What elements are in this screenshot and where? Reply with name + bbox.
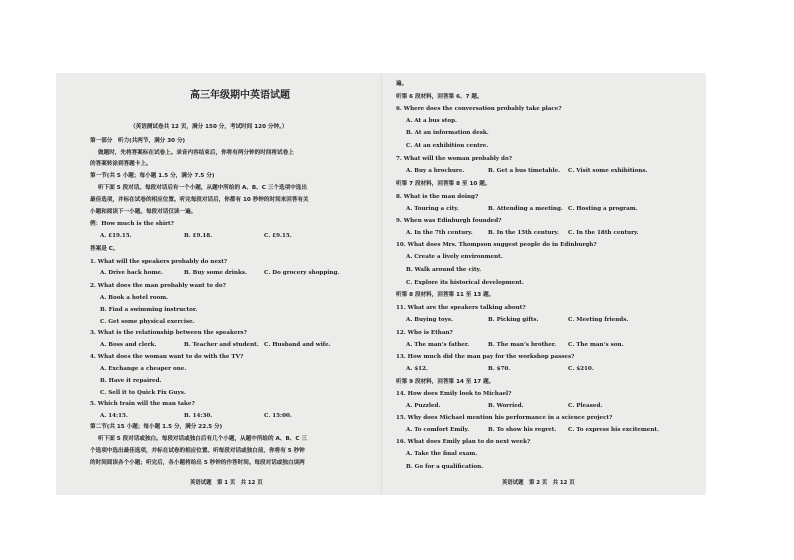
- option-b: B. Buy some drinks.: [184, 270, 247, 276]
- instruction-line: 个选项中选出最佳选项，并标在试卷的相应位置。听每段对话或独白前，你将有 5 秒钟: [90, 448, 305, 454]
- part-1-heading: 第一部分 听力(共两节，满分 30 分): [90, 138, 186, 144]
- example-question: 例：How much is the shirt?: [90, 221, 174, 227]
- option-a: A. 14:15.: [100, 413, 128, 419]
- option-c: C. Get some physical exercise.: [100, 319, 195, 325]
- option-a: A. Book a hotel room.: [100, 295, 169, 301]
- page-footer: 英语试题 第 2 页 共 12 页: [502, 480, 575, 486]
- example-answer: 答案是 C。: [90, 246, 119, 252]
- question-5: 5. Which train will the man take?: [90, 401, 195, 407]
- option-b: B. $70.: [488, 366, 511, 372]
- question-13: 13. How much did the man pay for the workshop passes?: [396, 354, 575, 360]
- option-b: B. Teacher and student.: [184, 342, 259, 348]
- question-14-options: [406, 404, 602, 410]
- question-8: 8. What is the man doing?: [396, 194, 479, 200]
- question-13-options: [406, 367, 594, 373]
- question-7-options: [406, 169, 647, 175]
- instruction-line: 听下面 5 段对话或独白。每段对话或独白后有几个小题，从题中所给的 A、B、C 三: [98, 436, 307, 442]
- option-b: B. Picking gifts.: [488, 317, 539, 323]
- option-c: C. Husband and wife.: [264, 342, 331, 348]
- question-15: 15. Why does Michael mention his performance in a science project?: [396, 415, 613, 421]
- question-2: 2. What does the man probably want to do?: [90, 283, 226, 289]
- option-a: A. To comfort Emily.: [406, 427, 470, 433]
- page-footer: 英语试题 第 1 页 共 12 页: [190, 480, 263, 486]
- option-b: B. Go for a qualification.: [406, 464, 484, 470]
- question-12: 12. Who is Ethan?: [396, 330, 453, 336]
- section-2-heading: 第二节(共 15 小题；每小题 1.5 分，满分 22.5 分): [90, 424, 223, 430]
- option-c: C. Do grocery shopping.: [264, 270, 340, 276]
- option-b: B. 14:30.: [184, 413, 213, 419]
- track-heading: 听第 9 段材料，回答第 14 至 17 题。: [396, 379, 495, 385]
- option-a: A. $12.: [406, 366, 428, 372]
- option-c: C. Visit some exhibitions.: [568, 168, 648, 174]
- instruction-line: 小题和阅读下一小题。每段对话仅读一遍。: [90, 209, 197, 215]
- option-b: B. Attending a meeting.: [488, 206, 563, 212]
- question-3: 3. What is the relationship between the speakers?: [90, 330, 247, 336]
- instruction-line: 做题时，先将答案标在试卷上。录音内容结束后，你将有两分钟的时间将试卷上: [98, 150, 294, 156]
- option-b: B. At an information desk.: [406, 130, 489, 136]
- option-a: A. Drive back home.: [100, 270, 163, 276]
- option-a: A. At a bus stop.: [406, 118, 457, 124]
- option-a: A. Touring a city.: [406, 206, 459, 212]
- option-b: B. Find a swimming instructor.: [100, 307, 198, 313]
- option-a: A. Create a lively environment.: [406, 254, 503, 260]
- question-12-options: [406, 343, 624, 349]
- question-14: 14. How does Emily look to Michael?: [396, 391, 512, 397]
- option-b: B. Get a bus timetable.: [488, 168, 561, 174]
- track-heading: 听第 8 段材料，回答第 11 至 13 题。: [396, 292, 495, 298]
- continued-text: 遍。: [396, 81, 408, 87]
- question-8-options: [406, 207, 638, 213]
- exam-title: 高三年级期中英语试题: [190, 90, 290, 101]
- question-5-options: [100, 414, 292, 420]
- question-9: 9. When was Edinburgh founded?: [396, 218, 502, 224]
- question-11-options: [406, 318, 628, 324]
- option-a: A. The man’s father.: [406, 342, 470, 348]
- page-1: [56, 73, 382, 495]
- question-6: 6. Where does the conversation probably take place?: [396, 106, 562, 112]
- option-b: B. The man’s brother.: [488, 342, 557, 348]
- option-a: A. Puzzled.: [406, 403, 441, 409]
- option-a: A. Buying toys.: [406, 317, 453, 323]
- option-c: C. The man’s son.: [568, 342, 624, 348]
- option-c: C. Pleased.: [568, 403, 603, 409]
- option-c: C. Sell it to Quick Fix Guys.: [100, 390, 186, 396]
- option-a: A. In the 7th century.: [406, 230, 473, 236]
- option-a: A. £19.15.: [100, 233, 132, 239]
- question-15-options: [406, 428, 659, 434]
- option-b: B. Worried.: [488, 403, 524, 409]
- option-b: B. Walk around the city.: [406, 267, 482, 273]
- option-c: C. Hosting a program.: [568, 206, 638, 212]
- option-a: A. Boss and clerk.: [100, 342, 157, 348]
- track-heading: 听第 7 段材料，回答第 8 至 10 题。: [396, 181, 491, 187]
- option-c: C. To express his excitement.: [568, 427, 659, 433]
- question-4: 4. What does the woman want to do with the TV?: [90, 354, 244, 360]
- option-c: C. At an exhibition centre.: [406, 143, 489, 149]
- section-1-heading: 第一节(共 5 小题；每小题 1.5 分，满分 7.5 分): [90, 173, 215, 179]
- option-c: C. £9.15.: [264, 233, 292, 239]
- option-c: C. Explore its historical development.: [406, 280, 524, 286]
- question-16: 16. What does Emily plan to do next week?: [396, 439, 531, 445]
- option-b: B. Have it repaired.: [100, 378, 162, 384]
- question-11: 11. What are the speakers talking about?: [396, 305, 526, 311]
- question-1: 1. What will the speakers probably do next?: [90, 259, 228, 265]
- option-a: A. Exchange a cheaper one.: [100, 366, 187, 372]
- option-a: A. Take the final exam.: [406, 451, 478, 457]
- option-b: B. To show his regret.: [488, 427, 557, 433]
- exam-info: （英语测试卷共 12 页，满分 150 分，考试时间 120 分钟。）: [130, 124, 288, 130]
- question-3-options: [100, 343, 331, 349]
- option-c: C. $210.: [568, 366, 594, 372]
- question-7: 7. What will the woman probably do?: [396, 156, 512, 162]
- option-b: B. £9.18.: [184, 233, 213, 239]
- instruction-line: 的答案转涂到答题卡上。: [90, 161, 152, 167]
- instruction-line: 最佳选项，并标在试卷的相应位置。听完每段对话后，你都有 10 秒钟的时间来回答有关: [90, 197, 309, 203]
- question-1-options: [100, 271, 339, 277]
- track-heading: 听第 6 段材料，回答第 6、7 题。: [396, 94, 483, 100]
- instruction-line: 听下面 5 段对话。每段对话后有一个小题，从题中所给的 A、B、C 三个选项中选出: [98, 185, 307, 191]
- option-c: C. In the 18th century.: [568, 230, 639, 236]
- option-b: B. In the 15th century.: [488, 230, 559, 236]
- question-9-options: [406, 231, 639, 237]
- page-2: [384, 73, 706, 495]
- instruction-line: 的时间阅读各个小题；听完后，各小题将给出 5 秒钟的作答时间。每段对话或独白读两: [90, 460, 305, 466]
- question-10: 10. What does Mrs. Thompson suggest people do in Edinburgh?: [396, 242, 597, 248]
- option-a: A. Buy a brochure.: [406, 168, 465, 174]
- option-c: C. 15:00.: [264, 413, 292, 419]
- option-c: C. Meeting friends.: [568, 317, 629, 323]
- example-options: [100, 234, 292, 240]
- scanned-exam-sheet: [56, 73, 706, 495]
